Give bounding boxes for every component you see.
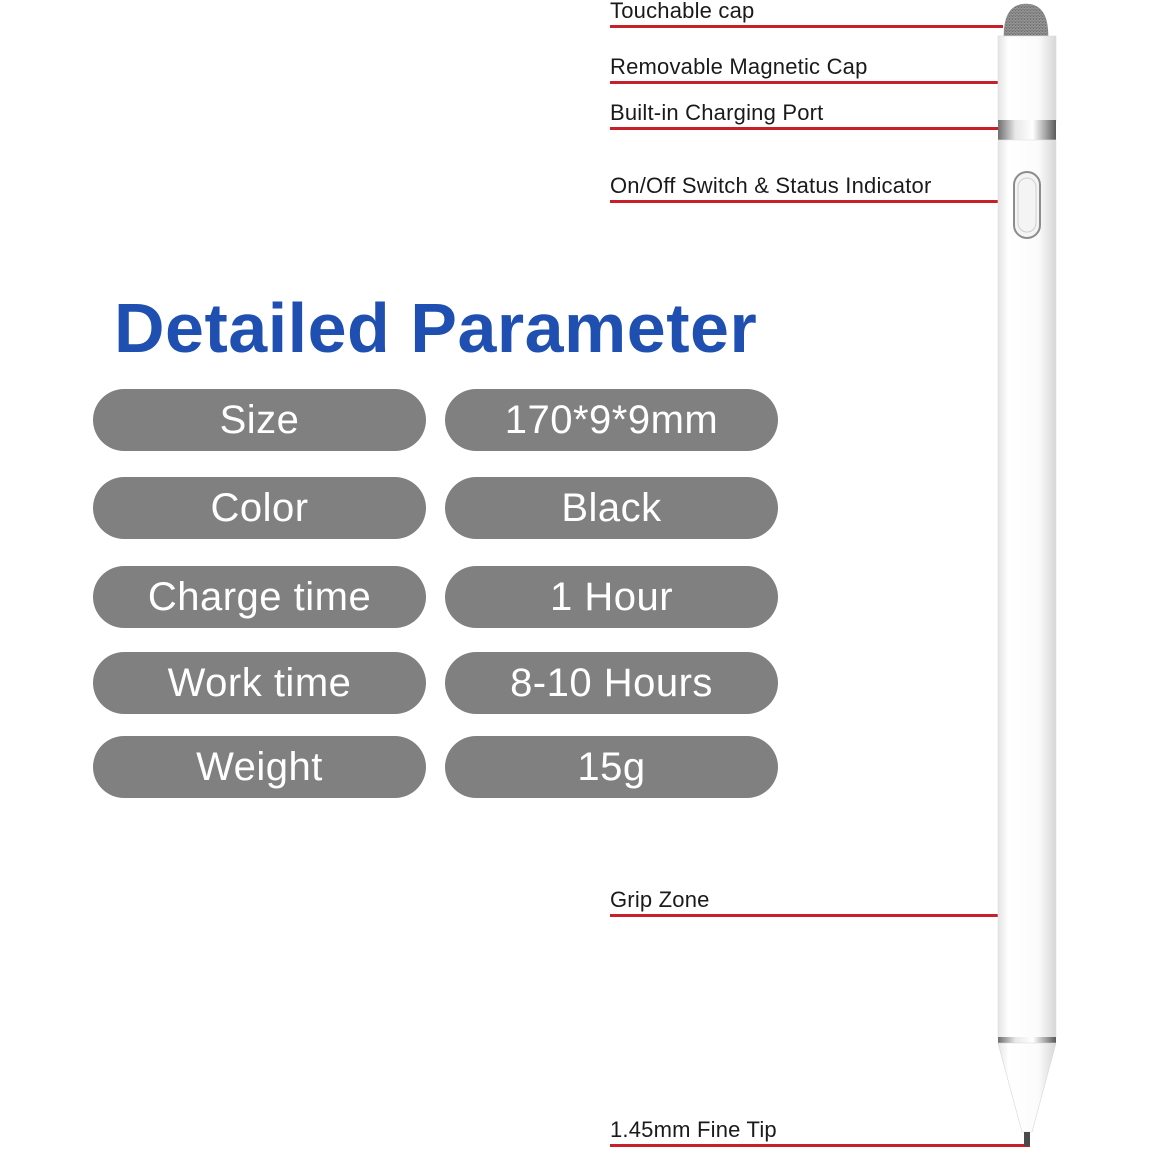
param-value: 15g [445,736,778,798]
pen-taper [998,1043,1056,1132]
callout-label: Grip Zone [610,887,710,912]
stylus-pen-image [990,0,1070,1150]
callout-label: Built-in Charging Port [610,100,824,125]
callout-line [610,200,1010,203]
param-name: Size [93,389,426,451]
param-name: Weight [93,736,426,798]
param-value: 8-10 Hours [445,652,778,714]
callout-label: Touchable cap [610,0,755,23]
param-name: Charge time [93,566,426,628]
param-row-charge-time [93,566,778,628]
callout-line [610,127,1003,130]
page-title: Detailed Parameter [114,289,758,367]
param-row-size [93,389,778,451]
fine-tip [1024,1132,1030,1146]
callout-label: On/Off Switch & Status Indicator [610,173,932,198]
mesh-tip [1004,4,1048,36]
callout-label: 1.45mm Fine Tip [610,1117,777,1142]
pen-body [998,140,1056,1038]
magnetic-cap [998,36,1056,122]
param-name: Work time [93,652,426,714]
callout-line [610,25,1003,28]
param-name: Color [93,477,426,539]
callout-line [610,1144,1030,1147]
callout-line [610,914,1010,917]
lower-ring [998,1037,1056,1043]
callout-line [610,81,1010,84]
charging-ring [998,120,1056,140]
callout-label: Removable Magnetic Cap [610,54,868,79]
param-row-weight [93,736,778,798]
param-row-work-time [93,652,778,714]
param-row-color [93,477,778,539]
param-value: 1 Hour [445,566,778,628]
stylus-pen-illustration [990,0,1070,1150]
param-value: Black [445,477,778,539]
param-value: 170*9*9mm [445,389,778,451]
